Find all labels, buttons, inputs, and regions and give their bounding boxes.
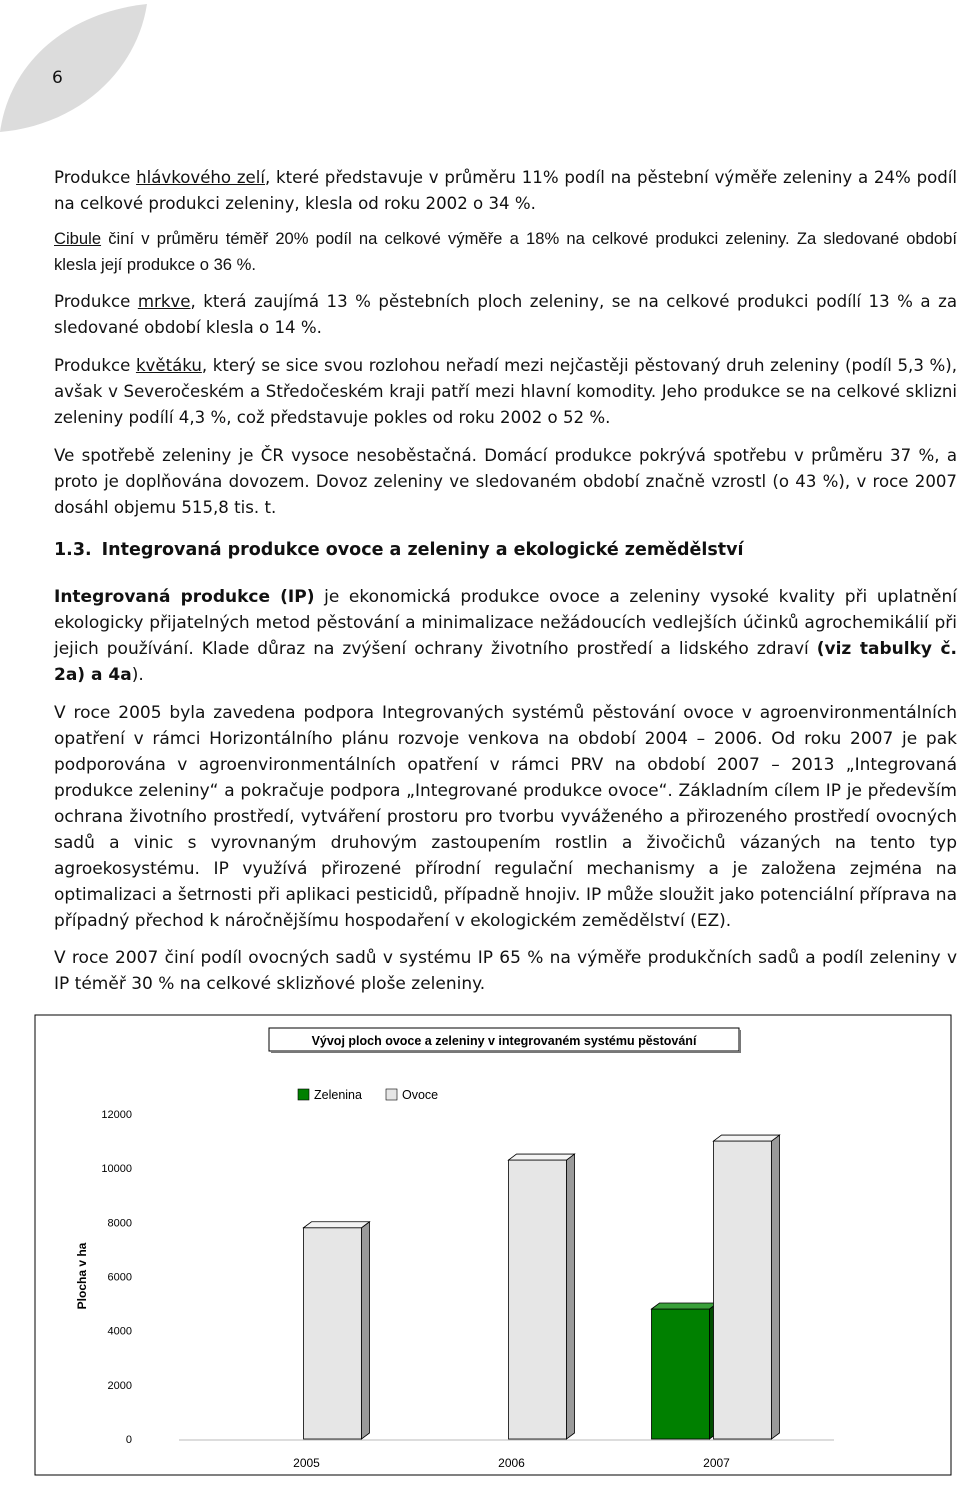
bar-top-ovoce-2005 xyxy=(304,1222,370,1228)
legend-swatch-ovoce xyxy=(386,1089,397,1100)
bar-side-ovoce-2007 xyxy=(772,1135,780,1439)
bar-top-zelenina-2007 xyxy=(652,1303,718,1309)
y-tick-label: 2000 xyxy=(107,1379,132,1392)
bar-side-ovoce-2006 xyxy=(567,1154,575,1439)
legend-label-zelenina: Zelenina xyxy=(314,1088,362,1102)
bar-ovoce-2006 xyxy=(509,1160,567,1439)
link-cauliflower[interactable]: květáku xyxy=(135,356,202,375)
bar-zelenina-2007 xyxy=(652,1309,710,1439)
y-tick-label: 6000 xyxy=(107,1271,132,1284)
chart-title-box xyxy=(269,1028,741,1053)
y-tick-label: 4000 xyxy=(107,1325,132,1338)
x-tick-label: 2006 xyxy=(498,1456,525,1470)
paragraph-cabbage: Produkce hlávkového zelí, které představuje v průměru 11% podíl na pěstební výměře zeleniny a 24% podíl na celkové produkci zeleniny, klesla od roku 2002 o 34 %. xyxy=(54,168,958,213)
paragraph-cauliflower: Produkce květáku, který se sice svou rozlohou neřadí mezi nejčastěji pěstovaný druh zeleniny (podíl 5,3 %), avšak v Severočeském a Středočeském kraji patří mezi hlavní komodity. Jeho produkce se na celkové sklizni zeleniny podílí 4,3 %, což představuje pokles od roku 2002 o 52 %. xyxy=(54,356,958,427)
paragraph-carrot: Produkce mrkve, která zaujímá 13 % pěstebních ploch zeleniny, se na celkové produkci podílí 13 % a za sledované období klesla o 14 %. xyxy=(54,292,957,337)
paragraph-ip-support: V roce 2005 byla zavedena podpora Integrovaných systémů pěstování ovoce v agroenvironmentálních opatření v rámci Horizontálního plánu rozvoje venkova na období 2004 – 2006. Od roku 2007 je pak podporována v agroenvironmentálních opatření v rámci PRV na období 2007 – 2013 „Integrovaná produkce zeleniny“ a pokračuje podpora „Integrované produkce ovoce“. Základním cílem IP je především ochrana životního prostředí, vytváření prostoru pro tvorbu vyváženého a přirozeného prostředí ovocných sadů a vinic s vyrovnaným druhovým zastoupením rostlin a živočichů vázaných na tento typ agroekosystému. IP využívá přirozené přírodní regulační mechanismy a je založena zejména na optimalizaci a šetrnosti při aplikaci pesticidů, případně hnojiv. IP může sloužit jako potenciální příprava na případný přechod k náročnějšímu hospodaření v ekologickém zemědělství (EZ). xyxy=(54,703,957,931)
legend-swatch-zelenina xyxy=(298,1089,309,1100)
chart-frame xyxy=(35,1015,951,1475)
x-tick-label: 2005 xyxy=(293,1456,320,1470)
chart-title: Vývoj ploch ovoce a zeleniny v integrovaném systému pěstování xyxy=(311,1034,697,1048)
y-tick-label: 0 xyxy=(125,1434,132,1446)
page-corner-leaf xyxy=(0,0,160,140)
link-cabbage[interactable]: hlávkového zelí xyxy=(136,168,265,187)
page-number: 6 xyxy=(52,68,63,88)
y-tick-label: 8000 xyxy=(107,1217,132,1230)
x-tick-label: 2007 xyxy=(703,1456,730,1470)
section-heading: 1.3. Integrovaná produkce ovoce a zeleniny a ekologické zemědělství xyxy=(54,540,744,560)
y-tick-label: 10000 xyxy=(101,1163,132,1176)
paragraph-onion: Cibule činí v průměru téměř 20% podíl na celkové výměře a 18% na celkové produkci zeleniny. Za sledované období klesla její produkce o 36 %. xyxy=(54,229,957,274)
bar-side-ovoce-2005 xyxy=(362,1222,370,1439)
ip-area-chart xyxy=(34,1014,952,1476)
bar-ovoce-2007 xyxy=(714,1141,772,1439)
legend-label-ovoce: Ovoce xyxy=(402,1088,439,1102)
paragraph-ip-share: V roce 2007 činí podíl ovocných sadů v systému IP 65 % na výměře produkčních sadů a podíl zeleniny v IP téměř 30 % na celkové sklizňové ploše zeleniny. xyxy=(54,948,957,994)
bar-top-ovoce-2006 xyxy=(509,1154,575,1160)
link-carrot[interactable]: mrkve xyxy=(137,292,191,311)
paragraph-ip-definition: Integrovaná produkce (IP) je ekonomická produkce ovoce a zeleniny vysoké kvality při uplatnění ekologicky přijatelných metod pěstování a minimalizace nežádoucích vedlejších účinků agrochemikálií při jejich používání. Klade důraz na zvýšení ochrany životního prostředí a lidského zdraví (viz tabulky č. 2a) a 4a). xyxy=(54,587,957,685)
link-onion[interactable]: Cibule xyxy=(54,229,102,248)
bar-ovoce-2005 xyxy=(304,1228,362,1439)
bar-top-ovoce-2007 xyxy=(714,1135,780,1141)
y-tick-label: 12000 xyxy=(101,1109,132,1121)
y-axis-label: Plocha v ha xyxy=(75,1242,89,1310)
paragraph-consumption: Ve spotřebě zeleniny je ČR vysoce nesoběstačná. Domácí produkce pokrývá spotřebu v průměru 37 %, a proto je doplňována dovozem. Dovoz zeleniny ve sledovaném období značně vzrostl (o 43 %), v roce 2007 dosáhl objemu 515,8 tis. t. xyxy=(54,446,957,517)
